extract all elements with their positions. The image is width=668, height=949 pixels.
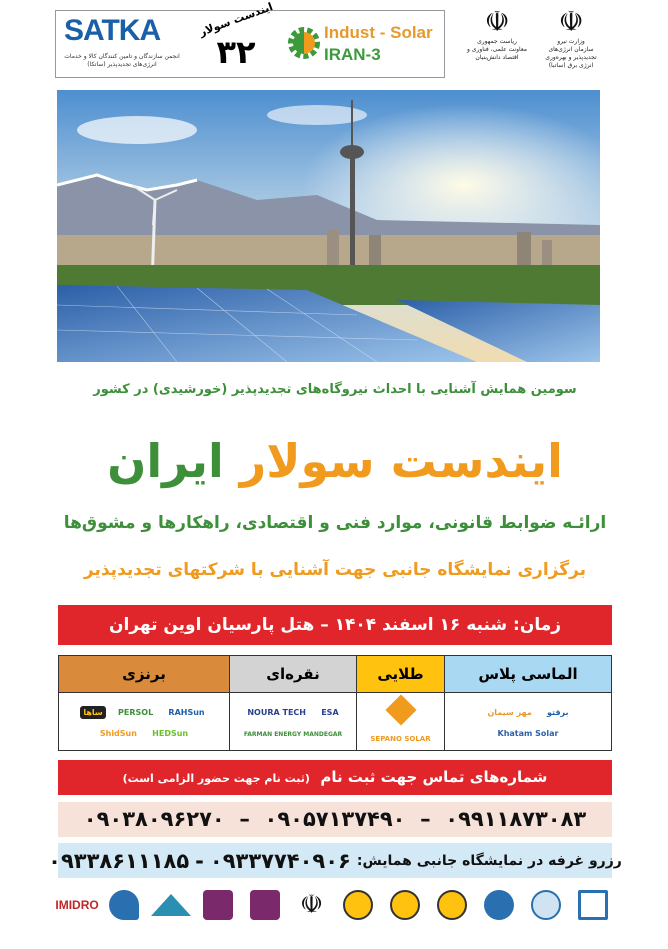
exhibition-line: برگزاری نمایشگاه جانبی جهت آشنایی با شرکتهای تجدیدپذیر — [83, 560, 587, 580]
indust-solar-32-title: ایندست سولار — [197, 0, 275, 39]
indust-solar-32-logo — [196, 0, 276, 71]
sponsor-logo: HEDSun — [152, 728, 189, 738]
emblem-icon: ☫ — [484, 5, 510, 38]
imidro-logo: IMIDRO — [55, 898, 99, 912]
supporter-logo — [196, 890, 240, 942]
sponsor-logo: ESA — [321, 707, 339, 717]
presidency-emblem — [466, 6, 528, 62]
phone-number[interactable]: ۰۹۳۳۸۶۱۱۱۸۵ — [48, 848, 190, 873]
sepano-logo-icon — [385, 694, 416, 725]
booth-bar — [48, 843, 622, 878]
topics-line: ارائـه ضوابط قانونی، موارد فنی و اقتصادی، راهکارها و مشوق‌ها — [63, 513, 607, 533]
sponsor-logo: ساها — [80, 706, 105, 719]
supporter-logo — [243, 890, 287, 942]
satka-logo: SATKA — [64, 14, 161, 47]
sponsor-logo: NOURA TECH — [247, 707, 306, 717]
indust-solar-32-number: ۳۲ — [216, 33, 256, 71]
bronze-sponsors — [59, 693, 230, 751]
supporter-logo — [571, 890, 615, 942]
sponsor-logo: مهر سیمان — [487, 707, 532, 717]
sponsor-logo: PERSOL — [118, 707, 154, 717]
tier-gold: طلایی — [357, 656, 445, 693]
satka-subtitle: انجمن سازندگان و تامین کنندگان کالا و خدمات انرژی‌های تجدیدپذیر (ساتکا) — [64, 53, 180, 68]
iran-emblem-icon: ☫ — [299, 890, 324, 920]
phone-number[interactable]: ۰۹۰۳۸۰۹۶۲۷۰ — [83, 807, 225, 831]
registration-bar — [58, 760, 612, 795]
tier-diamond-plus: الماسی پلاس — [445, 656, 612, 693]
phone-number[interactable]: ۰۹۳۳۷۷۴۰۹۰۶ — [209, 848, 351, 873]
diamond-sponsors — [445, 693, 612, 751]
supporter-logo — [102, 890, 146, 942]
emblem-icon: ☫ — [558, 5, 584, 38]
phones-bar: ۰۹۹۱۱۸۷۳۰۸۳ – ۰۹۰۵۷۱۳۷۴۹۰ – ۰۹۰۳۸۰۹۶۲۷۰ — [58, 802, 612, 837]
silver-sponsors — [230, 693, 357, 751]
time-location-bar: زمان: شنبه ۱۶ اسفند ۱۴۰۴ – هتل پارسیان اوین تهران — [58, 605, 612, 645]
sponsor-logo: FARMAN ENERGY MANDEGAR — [243, 730, 343, 738]
registration-label: شماره‌های تماس جهت ثبت نام — [320, 768, 548, 786]
event-subtitle: سومین همایش آشنایی با احداث نیروگاه‌های تجدیدپذیر (خورشیدی) در کشور — [93, 382, 577, 397]
sponsor-logo: برقتو — [547, 707, 569, 717]
gear-sun-icon — [288, 23, 320, 63]
sponsor-logo: RAHSun — [168, 707, 205, 717]
supporter-logo — [149, 890, 193, 942]
supporter-logo — [477, 890, 521, 942]
event-title-green: ایران — [107, 434, 224, 488]
indust-solar-line1: Indust - Solar — [324, 23, 433, 42]
phone-number[interactable]: ۰۹۰۵۷۱۳۷۴۹۰ — [264, 807, 406, 831]
presidency-emblem-text: ریاست جمهوری معاونت علمی، فناوری و اقتصاد دانش‌بنیان — [467, 38, 527, 61]
event-title — [50, 428, 620, 494]
registration-note: (ثبت نام جهت حضور الزامی است) — [122, 772, 310, 785]
booth-label: رزرو غرفه در نمایشگاه جانبی همایش: — [356, 852, 622, 869]
sponsor-logo: SEPANO SOLAR — [370, 735, 431, 743]
supporter-logos — [55, 890, 615, 942]
indust-solar-line2: IRAN-3 — [324, 45, 381, 64]
ministry-energy-emblem — [540, 6, 602, 70]
tier-bronze: برنزی — [59, 656, 230, 693]
tier-silver: نقره‌ای — [230, 656, 357, 693]
gold-sponsors — [357, 693, 445, 751]
phone-separator: - — [195, 848, 204, 873]
sponsors-table — [58, 655, 612, 751]
indust-solar-iran3-logo — [288, 23, 433, 67]
header-logos-box — [55, 0, 445, 78]
supporter-logo — [524, 890, 568, 942]
ministry-emblem-text: وزارت نیرو سازمان انرژی‌های تجدیدپذیر و بهره‌وری انرژی برق (ساتبا) — [545, 38, 597, 69]
tehran-solar-photo — [57, 90, 600, 362]
event-title-orange: ایندست سولار — [239, 434, 563, 488]
supporter-logo — [336, 890, 380, 942]
phone-number[interactable]: ۰۹۹۱۱۸۷۳۰۸۳ — [445, 807, 587, 831]
sponsor-logo: ShidSun — [99, 728, 137, 738]
sponsor-logo: Khatam Solar — [497, 728, 559, 738]
supporter-logo — [383, 890, 427, 942]
supporter-logo — [430, 890, 474, 942]
